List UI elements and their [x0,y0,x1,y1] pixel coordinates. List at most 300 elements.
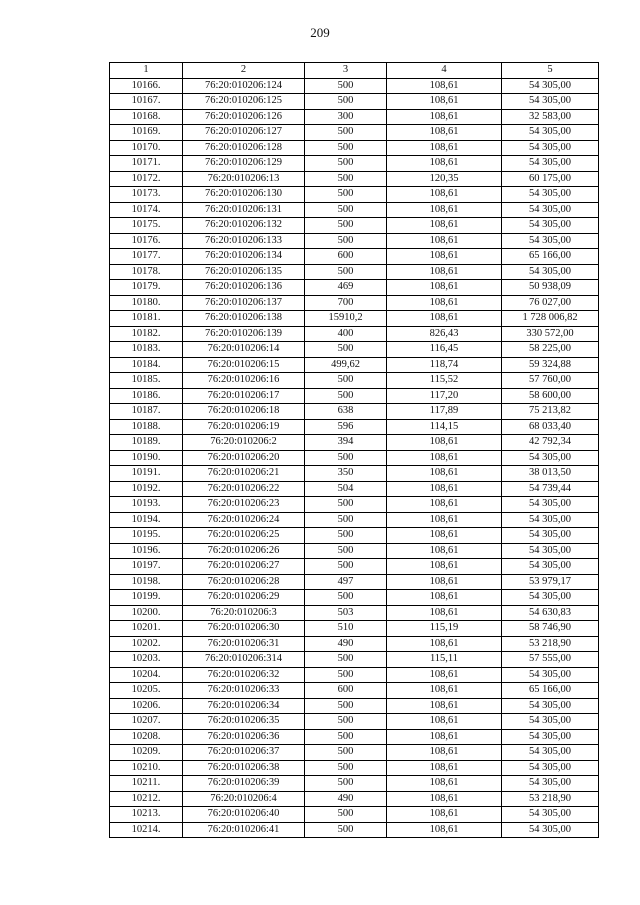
value-cell: 54 305,00 [502,667,599,683]
area-cell: 500 [305,125,387,141]
row-number-cell: 10176. [110,233,183,249]
area-cell: 500 [305,559,387,575]
table-row [110,125,599,141]
row-number-cell: 10184. [110,357,183,373]
table-row [110,729,599,745]
cadastral-number-cell: 76:20:010206:20 [183,450,305,466]
area-cell: 500 [305,140,387,156]
area-cell: 15910,2 [305,311,387,327]
table-row [110,311,599,327]
area-cell: 500 [305,388,387,404]
area-cell: 500 [305,171,387,187]
column-header: 4 [387,63,502,79]
value-cell: 54 305,00 [502,528,599,544]
rate-cell: 108,61 [387,233,502,249]
value-cell: 54 305,00 [502,776,599,792]
rate-cell: 826,43 [387,326,502,342]
cadastral-number-cell: 76:20:010206:134 [183,249,305,265]
row-number-cell: 10171. [110,156,183,172]
table-row [110,698,599,714]
cadastral-number-cell: 76:20:010206:136 [183,280,305,296]
area-cell: 500 [305,218,387,234]
area-cell: 500 [305,233,387,249]
row-number-cell: 10203. [110,652,183,668]
area-cell: 500 [305,698,387,714]
rate-cell: 108,61 [387,714,502,730]
table-row [110,78,599,94]
area-cell: 394 [305,435,387,451]
value-cell: 60 175,00 [502,171,599,187]
table-header-row [110,63,599,79]
row-number-cell: 10210. [110,760,183,776]
rate-cell: 115,19 [387,621,502,637]
value-cell: 75 213,82 [502,404,599,420]
value-cell: 68 033,40 [502,419,599,435]
cadastral-number-cell: 76:20:010206:23 [183,497,305,513]
table-row [110,249,599,265]
value-cell: 59 324,88 [502,357,599,373]
value-cell: 54 305,00 [502,450,599,466]
cadastral-number-cell: 76:20:010206:124 [183,78,305,94]
value-cell: 54 305,00 [502,233,599,249]
table-row [110,187,599,203]
cadastral-number-cell: 76:20:010206:314 [183,652,305,668]
area-cell: 500 [305,729,387,745]
area-cell: 500 [305,94,387,110]
value-cell: 58 600,00 [502,388,599,404]
table-row [110,171,599,187]
table-row [110,481,599,497]
cadastral-number-cell: 76:20:010206:33 [183,683,305,699]
cadastral-number-cell: 76:20:010206:28 [183,574,305,590]
row-number-cell: 10185. [110,373,183,389]
value-cell: 38 013,50 [502,466,599,482]
rate-cell: 108,61 [387,311,502,327]
row-number-cell: 10187. [110,404,183,420]
cadastral-number-cell: 76:20:010206:30 [183,621,305,637]
row-number-cell: 10208. [110,729,183,745]
cadastral-number-cell: 76:20:010206:4 [183,791,305,807]
table-row [110,760,599,776]
rate-cell: 108,61 [387,822,502,838]
row-number-cell: 10201. [110,621,183,637]
rate-cell: 114,15 [387,419,502,435]
cadastral-number-cell: 76:20:010206:34 [183,698,305,714]
value-cell: 57 760,00 [502,373,599,389]
value-cell: 42 792,34 [502,435,599,451]
area-cell: 500 [305,760,387,776]
table-row [110,590,599,606]
row-number-cell: 10183. [110,342,183,358]
value-cell: 54 305,00 [502,543,599,559]
table-row [110,342,599,358]
rate-cell: 108,61 [387,450,502,466]
area-cell: 500 [305,807,387,823]
value-cell: 54 305,00 [502,760,599,776]
value-cell: 58 225,00 [502,342,599,358]
area-cell: 600 [305,683,387,699]
rate-cell: 108,61 [387,466,502,482]
row-number-cell: 10202. [110,636,183,652]
table-row [110,667,599,683]
cadastral-number-cell: 76:20:010206:22 [183,481,305,497]
rate-cell: 108,61 [387,791,502,807]
value-cell: 54 305,00 [502,94,599,110]
table-row [110,636,599,652]
table-row [110,373,599,389]
rate-cell: 117,89 [387,404,502,420]
rate-cell: 108,61 [387,280,502,296]
row-number-cell: 10200. [110,605,183,621]
table-row [110,280,599,296]
table-row [110,528,599,544]
row-number-cell: 10205. [110,683,183,699]
cadastral-number-cell: 76:20:010206:130 [183,187,305,203]
table-row [110,202,599,218]
cadastral-number-cell: 76:20:010206:41 [183,822,305,838]
row-number-cell: 10180. [110,295,183,311]
cadastral-number-cell: 76:20:010206:31 [183,636,305,652]
area-cell: 500 [305,264,387,280]
value-cell: 54 305,00 [502,714,599,730]
row-number-cell: 10174. [110,202,183,218]
value-cell: 54 305,00 [502,156,599,172]
value-cell: 76 027,00 [502,295,599,311]
area-cell: 500 [305,342,387,358]
row-number-cell: 10186. [110,388,183,404]
area-cell: 500 [305,590,387,606]
table-row [110,574,599,590]
cadastral-number-cell: 76:20:010206:133 [183,233,305,249]
rate-cell: 116,45 [387,342,502,358]
rate-cell: 108,61 [387,435,502,451]
cadastral-number-cell: 76:20:010206:38 [183,760,305,776]
column-header: 2 [183,63,305,79]
rate-cell: 108,61 [387,497,502,513]
page-number: 209 [310,25,330,40]
cadastral-number-cell: 76:20:010206:139 [183,326,305,342]
table-row [110,140,599,156]
area-cell: 500 [305,202,387,218]
area-cell: 469 [305,280,387,296]
value-cell: 65 166,00 [502,249,599,265]
value-cell: 330 572,00 [502,326,599,342]
row-number-cell: 10172. [110,171,183,187]
area-cell: 700 [305,295,387,311]
value-cell: 57 555,00 [502,652,599,668]
area-cell: 500 [305,652,387,668]
cadastral-number-cell: 76:20:010206:3 [183,605,305,621]
cadastral-number-cell: 76:20:010206:131 [183,202,305,218]
area-cell: 500 [305,714,387,730]
area-cell: 600 [305,249,387,265]
table-row [110,776,599,792]
rate-cell: 118,74 [387,357,502,373]
row-number-cell: 10175. [110,218,183,234]
value-cell: 65 166,00 [502,683,599,699]
row-number-cell: 10179. [110,280,183,296]
row-number-cell: 10190. [110,450,183,466]
area-cell: 490 [305,791,387,807]
cadastral-number-cell: 76:20:010206:35 [183,714,305,730]
rate-cell: 108,61 [387,140,502,156]
table-row [110,326,599,342]
value-cell: 54 305,00 [502,140,599,156]
row-number-cell: 10199. [110,590,183,606]
area-cell: 500 [305,543,387,559]
area-cell: 500 [305,512,387,528]
row-number-cell: 10192. [110,481,183,497]
row-number-cell: 10195. [110,528,183,544]
rate-cell: 108,61 [387,94,502,110]
area-cell: 500 [305,187,387,203]
table-row [110,357,599,373]
value-cell: 54 630,83 [502,605,599,621]
row-number-cell: 10182. [110,326,183,342]
cadastral-number-cell: 76:20:010206:19 [183,419,305,435]
row-number-cell: 10189. [110,435,183,451]
cadastral-number-cell: 76:20:010206:21 [183,466,305,482]
table-row [110,652,599,668]
data-table [109,62,599,838]
value-cell: 54 305,00 [502,218,599,234]
row-number-cell: 10206. [110,698,183,714]
row-number-cell: 10207. [110,714,183,730]
table-row [110,388,599,404]
area-cell: 490 [305,636,387,652]
row-number-cell: 10178. [110,264,183,280]
table-row [110,512,599,528]
value-cell: 54 739,44 [502,481,599,497]
value-cell: 54 305,00 [502,729,599,745]
row-number-cell: 10209. [110,745,183,761]
table-row [110,466,599,482]
rate-cell: 108,61 [387,78,502,94]
column-header: 1 [110,63,183,79]
column-header: 5 [502,63,599,79]
rate-cell: 108,61 [387,729,502,745]
row-number-cell: 10173. [110,187,183,203]
table-row [110,450,599,466]
value-cell: 54 305,00 [502,512,599,528]
table-row [110,807,599,823]
value-cell: 54 305,00 [502,698,599,714]
rate-cell: 115,52 [387,373,502,389]
rate-cell: 108,61 [387,202,502,218]
area-cell: 503 [305,605,387,621]
rate-cell: 108,61 [387,605,502,621]
table-row [110,559,599,575]
row-number-cell: 10168. [110,109,183,125]
value-cell: 53 979,17 [502,574,599,590]
value-cell: 54 305,00 [502,807,599,823]
value-cell: 53 218,90 [502,791,599,807]
rate-cell: 108,61 [387,543,502,559]
value-cell: 54 305,00 [502,78,599,94]
cadastral-number-cell: 76:20:010206:25 [183,528,305,544]
rate-cell: 108,61 [387,218,502,234]
cadastral-number-cell: 76:20:010206:128 [183,140,305,156]
row-number-cell: 10193. [110,497,183,513]
rate-cell: 108,61 [387,109,502,125]
value-cell: 1 728 006,82 [502,311,599,327]
row-number-cell: 10213. [110,807,183,823]
table-row [110,497,599,513]
cadastral-number-cell: 76:20:010206:29 [183,590,305,606]
cadastral-number-cell: 76:20:010206:125 [183,94,305,110]
cadastral-number-cell: 76:20:010206:132 [183,218,305,234]
value-cell: 54 305,00 [502,590,599,606]
area-cell: 596 [305,419,387,435]
rate-cell: 108,61 [387,481,502,497]
area-cell: 400 [305,326,387,342]
rate-cell: 108,61 [387,249,502,265]
row-number-cell: 10196. [110,543,183,559]
table-row [110,419,599,435]
rate-cell: 108,61 [387,683,502,699]
area-cell: 500 [305,667,387,683]
table-row [110,791,599,807]
area-cell: 500 [305,156,387,172]
rate-cell: 117,20 [387,388,502,404]
row-number-cell: 10191. [110,466,183,482]
value-cell: 53 218,90 [502,636,599,652]
value-cell: 58 746,90 [502,621,599,637]
row-number-cell: 10204. [110,667,183,683]
cadastral-number-cell: 76:20:010206:15 [183,357,305,373]
rate-cell: 115,11 [387,652,502,668]
rate-cell: 108,61 [387,295,502,311]
table-body [110,78,599,838]
area-cell: 350 [305,466,387,482]
row-number-cell: 10188. [110,419,183,435]
area-cell: 500 [305,528,387,544]
value-cell: 54 305,00 [502,202,599,218]
rate-cell: 108,61 [387,698,502,714]
area-cell: 504 [305,481,387,497]
area-cell: 500 [305,745,387,761]
table-row [110,404,599,420]
cadastral-number-cell: 76:20:010206:138 [183,311,305,327]
table-row [110,683,599,699]
area-cell: 497 [305,574,387,590]
table-row [110,605,599,621]
cadastral-number-cell: 76:20:010206:37 [183,745,305,761]
area-cell: 499,62 [305,357,387,373]
table-row [110,714,599,730]
rate-cell: 108,61 [387,667,502,683]
cadastral-number-cell: 76:20:010206:16 [183,373,305,389]
area-cell: 500 [305,450,387,466]
cadastral-number-cell: 76:20:010206:14 [183,342,305,358]
table-row [110,94,599,110]
cadastral-number-cell: 76:20:010206:137 [183,295,305,311]
rate-cell: 108,61 [387,264,502,280]
cadastral-number-cell: 76:20:010206:32 [183,667,305,683]
area-cell: 638 [305,404,387,420]
table-row [110,435,599,451]
row-number-cell: 10194. [110,512,183,528]
row-number-cell: 10170. [110,140,183,156]
value-cell: 54 305,00 [502,264,599,280]
rate-cell: 108,61 [387,574,502,590]
rate-cell: 120,35 [387,171,502,187]
table-row [110,264,599,280]
row-number-cell: 10169. [110,125,183,141]
value-cell: 54 305,00 [502,822,599,838]
rate-cell: 108,61 [387,636,502,652]
area-cell: 510 [305,621,387,637]
rate-cell: 108,61 [387,156,502,172]
value-cell: 50 938,09 [502,280,599,296]
row-number-cell: 10211. [110,776,183,792]
table-row [110,745,599,761]
rate-cell: 108,61 [387,590,502,606]
rate-cell: 108,61 [387,528,502,544]
area-cell: 500 [305,822,387,838]
cadastral-number-cell: 76:20:010206:18 [183,404,305,420]
rate-cell: 108,61 [387,807,502,823]
cadastral-number-cell: 76:20:010206:2 [183,435,305,451]
row-number-cell: 10181. [110,311,183,327]
row-number-cell: 10198. [110,574,183,590]
rate-cell: 108,61 [387,745,502,761]
row-number-cell: 10212. [110,791,183,807]
cadastral-number-cell: 76:20:010206:24 [183,512,305,528]
rate-cell: 108,61 [387,760,502,776]
value-cell: 54 305,00 [502,125,599,141]
rate-cell: 108,61 [387,125,502,141]
row-number-cell: 10167. [110,94,183,110]
cadastral-number-cell: 76:20:010206:126 [183,109,305,125]
table-row [110,822,599,838]
row-number-cell: 10197. [110,559,183,575]
cadastral-number-cell: 76:20:010206:135 [183,264,305,280]
cadastral-number-cell: 76:20:010206:39 [183,776,305,792]
table-row [110,156,599,172]
area-cell: 500 [305,497,387,513]
cadastral-number-cell: 76:20:010206:17 [183,388,305,404]
table-row [110,109,599,125]
row-number-cell: 10166. [110,78,183,94]
value-cell: 54 305,00 [502,187,599,203]
cadastral-number-cell: 76:20:010206:27 [183,559,305,575]
cadastral-number-cell: 76:20:010206:36 [183,729,305,745]
table-row [110,295,599,311]
column-header: 3 [305,63,387,79]
cadastral-number-cell: 76:20:010206:40 [183,807,305,823]
table-row [110,621,599,637]
cadastral-number-cell: 76:20:010206:127 [183,125,305,141]
value-cell: 54 305,00 [502,559,599,575]
rate-cell: 108,61 [387,512,502,528]
area-cell: 500 [305,373,387,389]
value-cell: 54 305,00 [502,497,599,513]
cadastral-number-cell: 76:20:010206:129 [183,156,305,172]
area-cell: 500 [305,78,387,94]
rate-cell: 108,61 [387,559,502,575]
rate-cell: 108,61 [387,187,502,203]
area-cell: 500 [305,776,387,792]
row-number-cell: 10214. [110,822,183,838]
table-row [110,218,599,234]
rate-cell: 108,61 [387,776,502,792]
area-cell: 300 [305,109,387,125]
value-cell: 54 305,00 [502,745,599,761]
value-cell: 32 583,00 [502,109,599,125]
cadastral-number-cell: 76:20:010206:26 [183,543,305,559]
table-row [110,543,599,559]
